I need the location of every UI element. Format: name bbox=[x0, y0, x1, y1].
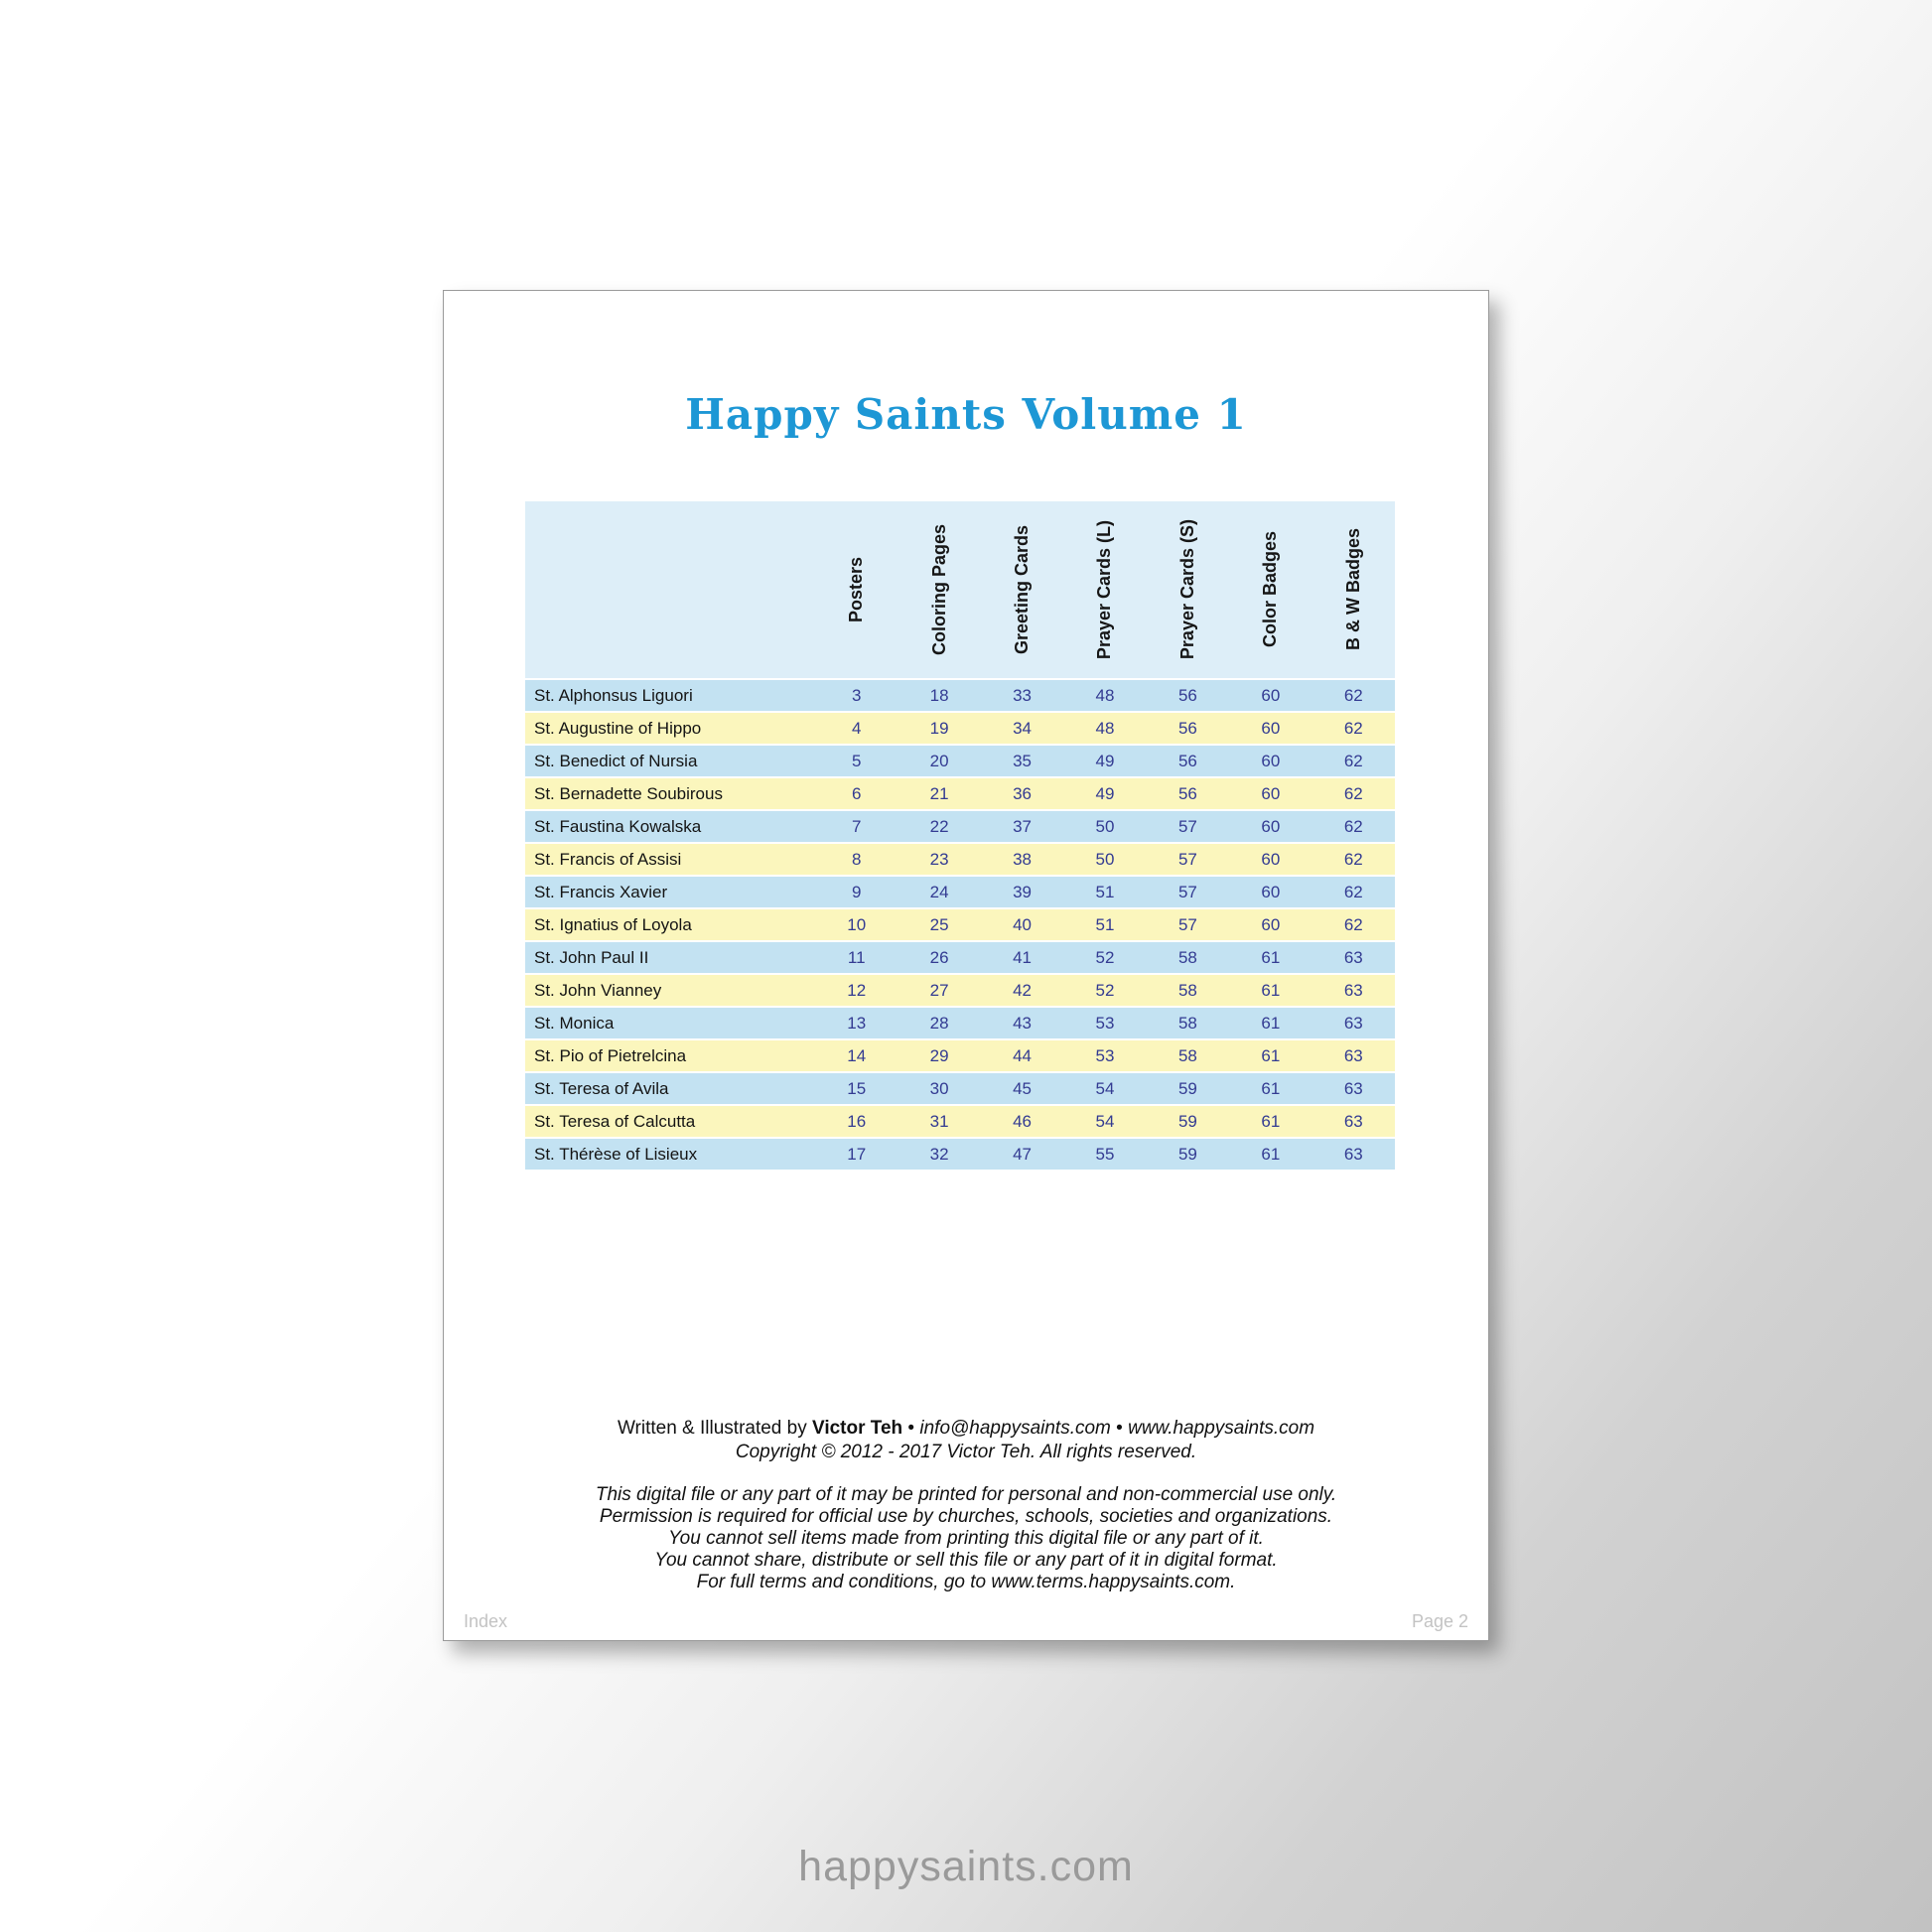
page-number-cell: 37 bbox=[1013, 816, 1033, 836]
saint-name-cell: St. Benedict of Nursia bbox=[534, 751, 698, 770]
page-number-cell: 45 bbox=[1013, 1078, 1033, 1098]
page-number-cell: 15 bbox=[847, 1078, 867, 1098]
document-page bbox=[443, 290, 1489, 1641]
page-number-cell: 57 bbox=[1177, 914, 1197, 934]
page-number-cell: 62 bbox=[1343, 685, 1363, 705]
saint-name-cell: St. Thérèse of Lisieux bbox=[534, 1144, 698, 1164]
page-number-cell: 49 bbox=[1095, 751, 1115, 770]
page-number-cell: 39 bbox=[1013, 882, 1033, 901]
page-number-cell: 63 bbox=[1343, 1144, 1363, 1164]
page-number-cell: 28 bbox=[929, 1013, 949, 1033]
page-number-cell: 43 bbox=[1013, 1013, 1033, 1033]
table-row bbox=[525, 809, 1395, 842]
page-number-cell: 34 bbox=[1013, 718, 1033, 738]
table-row bbox=[525, 1006, 1395, 1038]
saint-name-cell: St. Alphonsus Liguori bbox=[534, 685, 693, 705]
page-number-cell: 58 bbox=[1177, 947, 1197, 967]
header-label: Greeting Cards bbox=[1012, 524, 1033, 655]
page-number-cell: 48 bbox=[1095, 718, 1115, 738]
page-number-cell: 46 bbox=[1013, 1111, 1033, 1131]
table-row bbox=[525, 842, 1395, 875]
page-number-cell: 63 bbox=[1343, 1013, 1363, 1033]
page-number-cell: 60 bbox=[1261, 816, 1281, 836]
saint-name-cell: St. Ignatius of Loyola bbox=[534, 914, 692, 934]
page-number-cell: 9 bbox=[851, 882, 862, 901]
footer-index-label: Index bbox=[464, 1611, 508, 1631]
page-number-cell: 14 bbox=[847, 1045, 867, 1065]
credit-separator-1: • bbox=[902, 1418, 920, 1439]
page-number-cell: 8 bbox=[851, 849, 862, 869]
credit-prefix: Written & Illustrated by bbox=[617, 1418, 812, 1439]
page-number-cell: 57 bbox=[1177, 816, 1197, 836]
page-number-cell: 53 bbox=[1095, 1045, 1115, 1065]
page-number-cell: 50 bbox=[1095, 816, 1115, 836]
page-number-cell: 5 bbox=[851, 751, 862, 770]
header-cell bbox=[815, 501, 897, 678]
page-number-cell: 59 bbox=[1177, 1144, 1197, 1164]
author-name: Victor Teh bbox=[812, 1418, 903, 1439]
page-number-cell: 63 bbox=[1343, 947, 1363, 967]
footer-page-number: Page 2 bbox=[1411, 1611, 1468, 1631]
page-number-cell: 18 bbox=[929, 685, 949, 705]
page-number-cell: 63 bbox=[1343, 1111, 1363, 1131]
terms-line: Permission is required for official use by churches, schools, societies and organizations. bbox=[599, 1506, 1333, 1527]
page-number-cell: 57 bbox=[1177, 882, 1197, 901]
page-number-cell: 60 bbox=[1261, 751, 1281, 770]
header-label: Prayer Cards (S) bbox=[1176, 519, 1197, 660]
page-number-cell: 26 bbox=[929, 947, 949, 967]
page-number-cell: 61 bbox=[1261, 1045, 1281, 1065]
page-number-cell: 60 bbox=[1261, 914, 1281, 934]
page-number-cell: 36 bbox=[1013, 783, 1033, 803]
page-number-cell: 40 bbox=[1013, 914, 1033, 934]
page-number-cell: 35 bbox=[1013, 751, 1033, 770]
page-number-cell: 6 bbox=[851, 783, 862, 803]
page-number-cell: 16 bbox=[847, 1111, 867, 1131]
page-number-cell: 11 bbox=[847, 947, 866, 967]
page-number-cell: 60 bbox=[1261, 685, 1281, 705]
page-number-cell: 20 bbox=[929, 751, 949, 770]
website-url: www.happysaints.com bbox=[1128, 1418, 1315, 1439]
header-cell bbox=[1063, 501, 1146, 678]
page-number-cell: 48 bbox=[1095, 685, 1115, 705]
page-number-cell: 25 bbox=[929, 914, 949, 934]
table-row bbox=[525, 711, 1395, 744]
table-body bbox=[525, 678, 1395, 1170]
saint-name-cell: St. Augustine of Hippo bbox=[534, 718, 702, 738]
saint-name-cell: St. John Paul II bbox=[534, 947, 649, 967]
page-number-cell: 49 bbox=[1095, 783, 1115, 803]
page-number-cell: 54 bbox=[1095, 1078, 1115, 1098]
index-table bbox=[525, 501, 1395, 1170]
page-number-cell: 27 bbox=[929, 980, 949, 1000]
page-number-cell: 54 bbox=[1095, 1111, 1115, 1131]
page-number-cell: 3 bbox=[851, 685, 862, 705]
saint-name-cell: St. Teresa of Avila bbox=[534, 1078, 669, 1098]
table-row bbox=[525, 1071, 1395, 1104]
page-number-cell: 50 bbox=[1095, 849, 1115, 869]
page-number-cell: 31 bbox=[929, 1111, 949, 1131]
page-number-cell: 59 bbox=[1177, 1078, 1197, 1098]
credit-separator-2: • bbox=[1110, 1418, 1129, 1439]
page-number-cell: 61 bbox=[1261, 1078, 1281, 1098]
table-row bbox=[525, 907, 1395, 940]
page-number-cell: 63 bbox=[1343, 1045, 1363, 1065]
page-number-cell: 62 bbox=[1343, 718, 1363, 738]
header-label: Coloring Pages bbox=[928, 523, 949, 656]
page-number-cell: 62 bbox=[1343, 914, 1363, 934]
page-number-cell: 12 bbox=[847, 980, 867, 1000]
page-number-cell: 58 bbox=[1177, 1013, 1197, 1033]
page-number-cell: 29 bbox=[929, 1045, 949, 1065]
page-number-cell: 17 bbox=[847, 1144, 867, 1164]
page-number-cell: 63 bbox=[1343, 980, 1363, 1000]
terms-line: You cannot share, distribute or sell this file or any part of it in digital format. bbox=[654, 1550, 1278, 1571]
header-cell bbox=[1312, 501, 1395, 678]
page-number-cell: 62 bbox=[1343, 882, 1363, 901]
page-number-cell: 24 bbox=[929, 882, 949, 901]
page-number-cell: 56 bbox=[1177, 751, 1197, 770]
page-number-cell: 59 bbox=[1177, 1111, 1197, 1131]
saint-name-cell: St. Francis Xavier bbox=[534, 882, 668, 901]
page-number-cell: 56 bbox=[1177, 685, 1197, 705]
header-cell bbox=[981, 501, 1063, 678]
page-number-cell: 58 bbox=[1177, 1045, 1197, 1065]
table-row bbox=[525, 973, 1395, 1006]
saint-name-cell: St. Monica bbox=[534, 1013, 615, 1033]
saint-name-cell: St. John Vianney bbox=[534, 980, 662, 1000]
terms-line: This digital file or any part of it may be printed for personal and non-commercial use only. bbox=[595, 1484, 1337, 1505]
terms-block bbox=[444, 1484, 1488, 1593]
table-row bbox=[525, 744, 1395, 776]
header-cell bbox=[897, 501, 980, 678]
page-number-cell: 61 bbox=[1261, 980, 1281, 1000]
page-number-cell: 61 bbox=[1261, 1144, 1281, 1164]
header-cell bbox=[1229, 501, 1311, 678]
page-number-cell: 51 bbox=[1095, 914, 1115, 934]
page-number-cell: 58 bbox=[1177, 980, 1197, 1000]
page-number-cell: 56 bbox=[1177, 783, 1197, 803]
saint-name-cell: St. Pio of Pietrelcina bbox=[534, 1045, 687, 1065]
header-cell bbox=[1147, 501, 1229, 678]
saint-name-cell: St. Francis of Assisi bbox=[534, 849, 682, 869]
page-number-cell: 62 bbox=[1343, 849, 1363, 869]
page-number-cell: 30 bbox=[929, 1078, 949, 1098]
contact-email: info@happysaints.com bbox=[919, 1418, 1111, 1439]
page-number-cell: 23 bbox=[929, 849, 949, 869]
saint-name-cell: St. Teresa of Calcutta bbox=[534, 1111, 696, 1131]
page-number-cell: 60 bbox=[1261, 882, 1281, 901]
page-number-cell: 32 bbox=[929, 1144, 949, 1164]
page-number-cell: 38 bbox=[1013, 849, 1033, 869]
page-number-cell: 57 bbox=[1177, 849, 1197, 869]
page-number-cell: 62 bbox=[1343, 783, 1363, 803]
page-number-cell: 60 bbox=[1261, 783, 1281, 803]
table-row bbox=[525, 940, 1395, 973]
page-number-cell: 62 bbox=[1343, 751, 1363, 770]
page-number-cell: 52 bbox=[1095, 947, 1115, 967]
page-number-cell: 19 bbox=[929, 718, 949, 738]
saint-name-cell: St. Bernadette Soubirous bbox=[534, 783, 723, 803]
page-number-cell: 63 bbox=[1343, 1078, 1363, 1098]
page-number-cell: 41 bbox=[1013, 947, 1033, 967]
page-number-cell: 22 bbox=[929, 816, 949, 836]
page-number-cell: 51 bbox=[1095, 882, 1115, 901]
page-number-cell: 61 bbox=[1261, 1013, 1281, 1033]
saint-name-cell: St. Faustina Kowalska bbox=[534, 816, 702, 836]
page-number-cell: 33 bbox=[1013, 685, 1033, 705]
header-spacer-cell bbox=[525, 501, 815, 678]
terms-line: For full terms and conditions, go to www.terms.happysaints.com. bbox=[696, 1572, 1236, 1592]
table-header bbox=[525, 501, 1395, 678]
site-watermark: happysaints.com bbox=[798, 1843, 1134, 1890]
page-number-cell: 60 bbox=[1261, 849, 1281, 869]
page-number-cell: 21 bbox=[929, 783, 949, 803]
page-number-cell: 52 bbox=[1095, 980, 1115, 1000]
page-number-cell: 4 bbox=[851, 718, 862, 738]
page-number-cell: 56 bbox=[1177, 718, 1197, 738]
header-label: B & W Badges bbox=[1342, 528, 1363, 651]
page-number-cell: 60 bbox=[1261, 718, 1281, 738]
credits-block bbox=[444, 1417, 1488, 1464]
table-row bbox=[525, 1137, 1395, 1170]
header-label: Prayer Cards (L) bbox=[1094, 519, 1115, 660]
page-number-cell: 62 bbox=[1343, 816, 1363, 836]
header-label: Color Badges bbox=[1260, 531, 1281, 648]
table-row bbox=[525, 678, 1395, 711]
page-number-cell: 47 bbox=[1013, 1144, 1033, 1164]
copyright-line: Copyright © 2012 - 2017 Victor Teh. All rights reserved. bbox=[735, 1442, 1197, 1462]
page-number-cell: 55 bbox=[1095, 1144, 1115, 1164]
page-number-cell: 13 bbox=[847, 1013, 867, 1033]
terms-line: You cannot sell items made from printing this digital file or any part of it. bbox=[668, 1528, 1264, 1549]
credit-line bbox=[444, 1417, 1488, 1441]
table-row bbox=[525, 1104, 1395, 1137]
page-number-cell: 61 bbox=[1261, 1111, 1281, 1131]
table-row bbox=[525, 875, 1395, 907]
page-title: Happy Saints Volume 1 bbox=[685, 390, 1247, 439]
page-number-cell: 44 bbox=[1013, 1045, 1033, 1065]
page-number-cell: 7 bbox=[851, 816, 862, 836]
table-row bbox=[525, 776, 1395, 809]
page-number-cell: 61 bbox=[1261, 947, 1281, 967]
table-row bbox=[525, 1038, 1395, 1071]
header-label: Posters bbox=[846, 556, 867, 623]
page-number-cell: 42 bbox=[1013, 980, 1033, 1000]
page-number-cell: 10 bbox=[847, 914, 867, 934]
page-number-cell: 53 bbox=[1095, 1013, 1115, 1033]
